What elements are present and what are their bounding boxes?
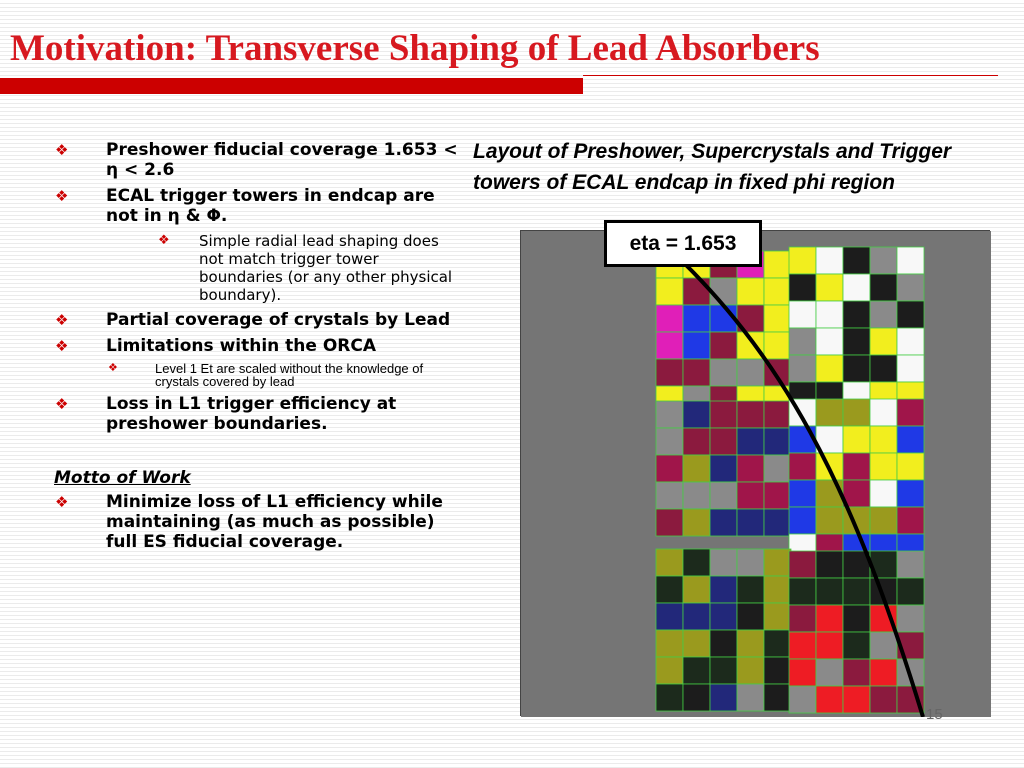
crystal-cell	[789, 507, 816, 534]
crystal-cell	[656, 359, 683, 386]
crystal-cell	[843, 605, 870, 632]
crystal-cell	[683, 684, 710, 711]
crystal-cell	[710, 428, 737, 455]
crystal-cell	[764, 657, 791, 684]
crystal-cell	[789, 659, 816, 686]
figure-caption: Layout of Preshower, Supercrystals and Trigger towers of ECAL endcap in fixed phi region	[473, 140, 952, 194]
crystal-cell	[683, 305, 710, 332]
bullet-list	[54, 140, 464, 558]
ecal-layout-figure	[520, 230, 990, 716]
bullet-text: Preshower fiducial coverage 1.653 < η < 2.6	[106, 140, 458, 180]
crystal-cell	[656, 603, 683, 630]
crystal-cell	[710, 455, 737, 482]
crystal-cell	[870, 480, 897, 507]
crystal-cell	[843, 399, 870, 426]
crystal-cell	[897, 551, 924, 578]
crystal-cell	[843, 355, 870, 382]
crystal-cell	[737, 359, 764, 386]
bullet-text: Partial coverage of crystals by Lead	[106, 310, 451, 330]
crystal-cell	[870, 453, 897, 480]
crystal-cell	[897, 578, 924, 605]
crystal-cell	[843, 301, 870, 328]
crystal-cell	[656, 630, 683, 657]
crystal-cell	[737, 428, 764, 455]
crystal-cell	[816, 659, 843, 686]
crystal-cell	[897, 507, 924, 534]
crystal-cell	[816, 328, 843, 355]
crystal-cell	[683, 428, 710, 455]
bullet-marker-icon: ❖	[55, 311, 69, 329]
crystal-cell	[683, 278, 710, 305]
crystal-grid-graphic	[521, 231, 991, 717]
crystal-cell	[816, 301, 843, 328]
crystal-cell	[897, 328, 924, 355]
crystal-cell	[897, 301, 924, 328]
bullet-item	[54, 336, 464, 356]
crystal-cell	[789, 301, 816, 328]
crystal-cell	[897, 426, 924, 453]
bullet-marker-icon: ❖	[55, 493, 69, 511]
sub-bullet-text: Level 1 Et are scaled without the knowledge of crystals covered by lead	[155, 361, 424, 389]
crystal-cell	[870, 274, 897, 301]
crystal-cell	[764, 509, 791, 536]
crystal-cell	[870, 426, 897, 453]
crystal-cell	[737, 455, 764, 482]
bullet-item	[54, 140, 464, 180]
crystal-cell	[683, 455, 710, 482]
crystal-cell	[710, 657, 737, 684]
slide-number: 15	[926, 706, 943, 723]
crystal-cell	[870, 355, 897, 382]
bullet-text: Loss in L1 trigger efficiency at preshower boundaries.	[106, 394, 397, 434]
crystal-cell	[710, 576, 737, 603]
bullet-item	[54, 186, 464, 226]
crystal-cell	[789, 686, 816, 713]
crystal-cell	[789, 480, 816, 507]
bullet-marker-icon: ❖	[55, 187, 69, 205]
crystal-cell	[764, 278, 791, 305]
crystal-cell	[737, 401, 764, 428]
crystal-cell	[870, 328, 897, 355]
crystal-cell	[870, 632, 897, 659]
crystal-cell	[764, 332, 791, 359]
crystal-cell	[843, 274, 870, 301]
crystal-cell	[764, 251, 791, 278]
crystal-cell	[843, 659, 870, 686]
crystal-cell	[683, 576, 710, 603]
crystal-cell	[816, 605, 843, 632]
crystal-cell	[816, 399, 843, 426]
crystal-cell	[683, 630, 710, 657]
crystal-cell	[656, 401, 683, 428]
crystal-cell	[843, 247, 870, 274]
crystal-cell	[764, 630, 791, 657]
crystal-cell	[737, 278, 764, 305]
crystal-cell	[683, 401, 710, 428]
crystal-cell	[737, 509, 764, 536]
bullet-text: Limitations within the ORCA	[106, 336, 377, 356]
crystal-cell	[737, 630, 764, 657]
title-underline-rule	[583, 75, 998, 76]
bullet-item	[54, 394, 464, 434]
crystal-cell	[683, 359, 710, 386]
crystal-cell	[764, 455, 791, 482]
crystal-cell	[843, 328, 870, 355]
crystal-cell	[897, 355, 924, 382]
crystal-cell	[789, 453, 816, 480]
crystal-cell	[843, 426, 870, 453]
crystal-cell	[764, 428, 791, 455]
crystal-cell	[683, 603, 710, 630]
crystal-cell	[683, 549, 710, 576]
bullet-marker-icon: ❖	[108, 362, 118, 374]
bullet-marker-icon: ❖	[55, 141, 69, 159]
crystal-cell	[789, 578, 816, 605]
crystal-cell	[816, 632, 843, 659]
crystal-cell	[789, 247, 816, 274]
crystal-cell	[737, 684, 764, 711]
crystal-cell	[843, 632, 870, 659]
crystal-cell	[789, 605, 816, 632]
crystal-cell	[789, 274, 816, 301]
crystal-cell	[683, 482, 710, 509]
crystal-cell	[737, 482, 764, 509]
crystal-cell	[816, 247, 843, 274]
title-underline-band	[0, 78, 583, 94]
crystal-cell	[710, 401, 737, 428]
crystal-cell	[764, 482, 791, 509]
crystal-cell	[764, 603, 791, 630]
bullet-marker-icon: ❖	[55, 395, 69, 413]
crystal-cell	[656, 482, 683, 509]
crystal-cell	[656, 305, 683, 332]
crystal-cell	[656, 576, 683, 603]
crystal-cell	[683, 509, 710, 536]
bullet-text: ECAL trigger towers in endcap are not in η & Φ.	[106, 186, 435, 226]
sub-bullet-text: Simple radial lead shaping does not match trigger tower boundaries (or any other physical boundary).	[199, 232, 453, 304]
crystal-cell	[710, 359, 737, 386]
crystal-cell	[789, 551, 816, 578]
crystal-cell	[870, 301, 897, 328]
crystal-cell	[710, 684, 737, 711]
crystal-cell	[897, 605, 924, 632]
crystal-cell	[656, 549, 683, 576]
crystal-cell	[683, 657, 710, 684]
crystal-cell	[656, 509, 683, 536]
crystal-cell	[843, 578, 870, 605]
crystal-cell	[656, 278, 683, 305]
crystal-cell	[870, 507, 897, 534]
sub-bullet-item	[54, 362, 464, 388]
crystal-cell	[683, 332, 710, 359]
bullet-marker-icon: ❖	[158, 233, 170, 248]
crystal-cell	[764, 684, 791, 711]
crystal-cell	[737, 576, 764, 603]
crystal-cell	[843, 686, 870, 713]
crystal-cell	[870, 659, 897, 686]
crystal-cell	[816, 551, 843, 578]
crystal-cell	[764, 305, 791, 332]
crystal-cell	[789, 355, 816, 382]
crystal-cell	[816, 274, 843, 301]
motto-heading: Motto of Work	[54, 468, 191, 488]
crystal-cell	[816, 578, 843, 605]
crystal-cell	[897, 399, 924, 426]
crystal-cell	[870, 686, 897, 713]
crystal-cell	[710, 630, 737, 657]
crystal-cell	[870, 247, 897, 274]
crystal-cell	[789, 632, 816, 659]
crystal-cell	[737, 549, 764, 576]
crystal-cell	[656, 455, 683, 482]
crystal-cell	[816, 686, 843, 713]
eta-label-box: eta = 1.653	[604, 220, 762, 267]
bullet-marker-icon: ❖	[55, 337, 69, 355]
crystal-cell	[656, 657, 683, 684]
crystal-cell	[789, 328, 816, 355]
crystal-cell	[710, 549, 737, 576]
crystal-cell	[710, 332, 737, 359]
crystal-cell	[737, 603, 764, 630]
crystal-cell	[764, 549, 791, 576]
crystal-cell	[656, 428, 683, 455]
crystal-cell	[870, 399, 897, 426]
bullet-item	[54, 310, 464, 330]
crystal-cell	[710, 482, 737, 509]
crystal-cell	[710, 278, 737, 305]
slide-title: Motivation: Transverse Shaping of Lead Absorbers	[10, 28, 820, 69]
crystal-cell	[897, 453, 924, 480]
crystal-cell	[816, 507, 843, 534]
crystal-cell	[897, 274, 924, 301]
motto-bullet-text: Minimize loss of L1 efficiency while maintaining (as much as possible) full ES fiducial coverage.	[106, 492, 443, 552]
crystal-cell	[764, 576, 791, 603]
crystal-cell	[764, 401, 791, 428]
crystal-cell	[816, 355, 843, 382]
crystal-cell	[843, 453, 870, 480]
crystal-cell	[656, 684, 683, 711]
crystal-cell	[710, 603, 737, 630]
crystal-cell	[897, 247, 924, 274]
motto-bullet-item	[54, 492, 464, 552]
crystal-cell	[897, 480, 924, 507]
crystal-cell	[737, 657, 764, 684]
crystal-cell	[656, 332, 683, 359]
sub-bullet-item	[54, 232, 464, 304]
crystal-cell	[710, 509, 737, 536]
